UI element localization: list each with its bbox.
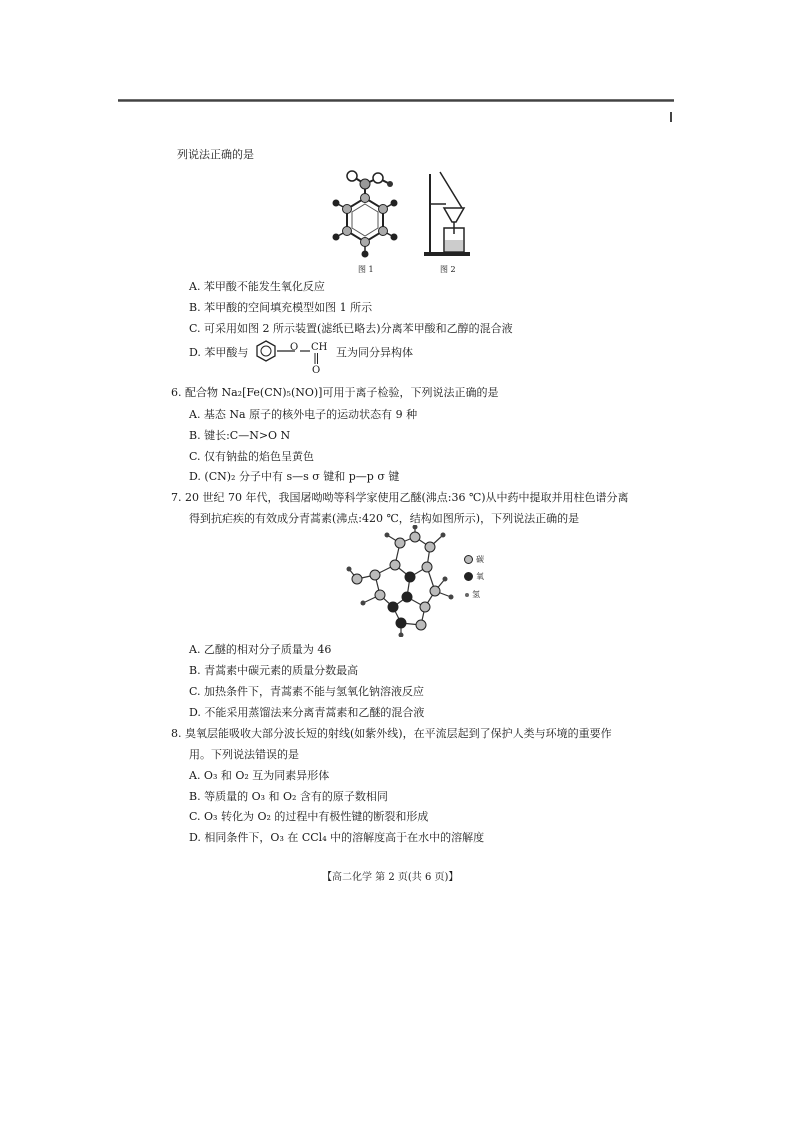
carbon-atom-icon [464, 555, 473, 564]
q7-stem-line1: 7. 20 世纪 70 年代，我国屠呦呦等科学家使用乙醚(沸点:36 ℃)从中药中提取并用柱色谱分离 [171, 491, 629, 504]
scan-edge-mark [670, 112, 672, 122]
oxygen-atom-icon [464, 572, 473, 581]
hydrogen-atom-icon [465, 593, 469, 597]
q7-option-b: B. 青蒿素中碳元素的质量分数最高 [189, 664, 359, 677]
q5-option-d-prefix: D. 苯甲酸与 [189, 346, 249, 359]
q5-option-d-suffix: 互为同分异构体 [336, 346, 413, 359]
filtration-apparatus-figure [422, 168, 472, 258]
q7-option-a: A. 乙醚的相对分子质量为 46 [189, 643, 332, 656]
benzene-ring-icon [255, 340, 277, 362]
legend-carbon-label: 碳 [476, 555, 484, 564]
q7-stem-line2: 得到抗疟疾的有效成分青蒿素(沸点:420 ℃，结构如图所示)，下列说法正确的是 [189, 512, 580, 525]
legend-oxygen-label: 氧 [476, 572, 484, 581]
q6-option-a: A. 基态 Na 原子的核外电子的运动状态有 9 种 [189, 408, 418, 421]
q5-option-a: A. 苯甲酸不能发生氧化反应 [189, 280, 325, 293]
q7-option-c: C. 加热条件下，青蒿素不能与氢氧化钠溶液反应 [189, 685, 425, 698]
q8-option-c: C. O₃ 转化为 O₂ 的过程中有极性键的断裂和形成 [189, 810, 429, 823]
legend-hydrogen [465, 589, 480, 600]
scan-top-rule [118, 99, 674, 102]
page-footer: 【高二化学 第 2 页(共 6 页)】 [322, 872, 459, 883]
q8-stem-line1: 8. 臭氧层能吸收大部分波长短的射线(如紫外线)，在平流层起到了保护人类与环境的重要作 [171, 727, 612, 740]
legend-hydrogen-label: 氢 [472, 590, 480, 599]
q8-option-a: A. O₃ 和 O₂ 互为同素异形体 [189, 769, 330, 782]
legend-oxygen [464, 571, 484, 582]
q5-option-b: B. 苯甲酸的空间填充模型如图 1 所示 [189, 301, 373, 314]
formula-oxygen: O [290, 342, 299, 353]
benzoic-acid-model-figure [330, 168, 400, 266]
q5-stem-tail: 列说法正确的是 [177, 148, 254, 161]
formula-ch: CH [311, 342, 328, 353]
q8-option-d: D. 相同条件下，O₃ 在 CCl₄ 中的溶解度高于在水中的溶解度 [189, 831, 485, 844]
q6-stem: 6. 配合物 Na₂[Fe(CN)₅(NO)]可用于离子检验，下列说法正确的是 [171, 386, 499, 399]
q6-option-b: B. 键长:C—N>O N [189, 429, 291, 442]
q8-stem-line2: 用。下列说法错误的是 [189, 748, 299, 761]
q6-option-d: D. (CN)₂ 分子中有 s—s σ 键和 p—p σ 键 [189, 470, 400, 483]
q5-option-c: C. 可采用如图 2 所示装置(滤纸已略去)分离苯甲酸和乙醇的混合液 [189, 322, 513, 335]
q6-option-c: C. 仅有钠盐的焰色呈黄色 [189, 450, 315, 463]
fig2-label: 图 2 [440, 265, 456, 274]
ester-bond-line-2 [299, 348, 311, 354]
fig1-label: 图 1 [358, 265, 374, 274]
q7-option-d: D. 不能采用蒸馏法来分离青蒿素和乙醚的混合液 [189, 706, 425, 719]
legend-carbon [464, 554, 484, 565]
formula-carbonyl-oxygen: O [312, 365, 321, 376]
q8-option-b: B. 等质量的 O₃ 和 O₂ 含有的原子数相同 [189, 790, 388, 803]
artemisinin-ball-stick-model [335, 525, 465, 637]
